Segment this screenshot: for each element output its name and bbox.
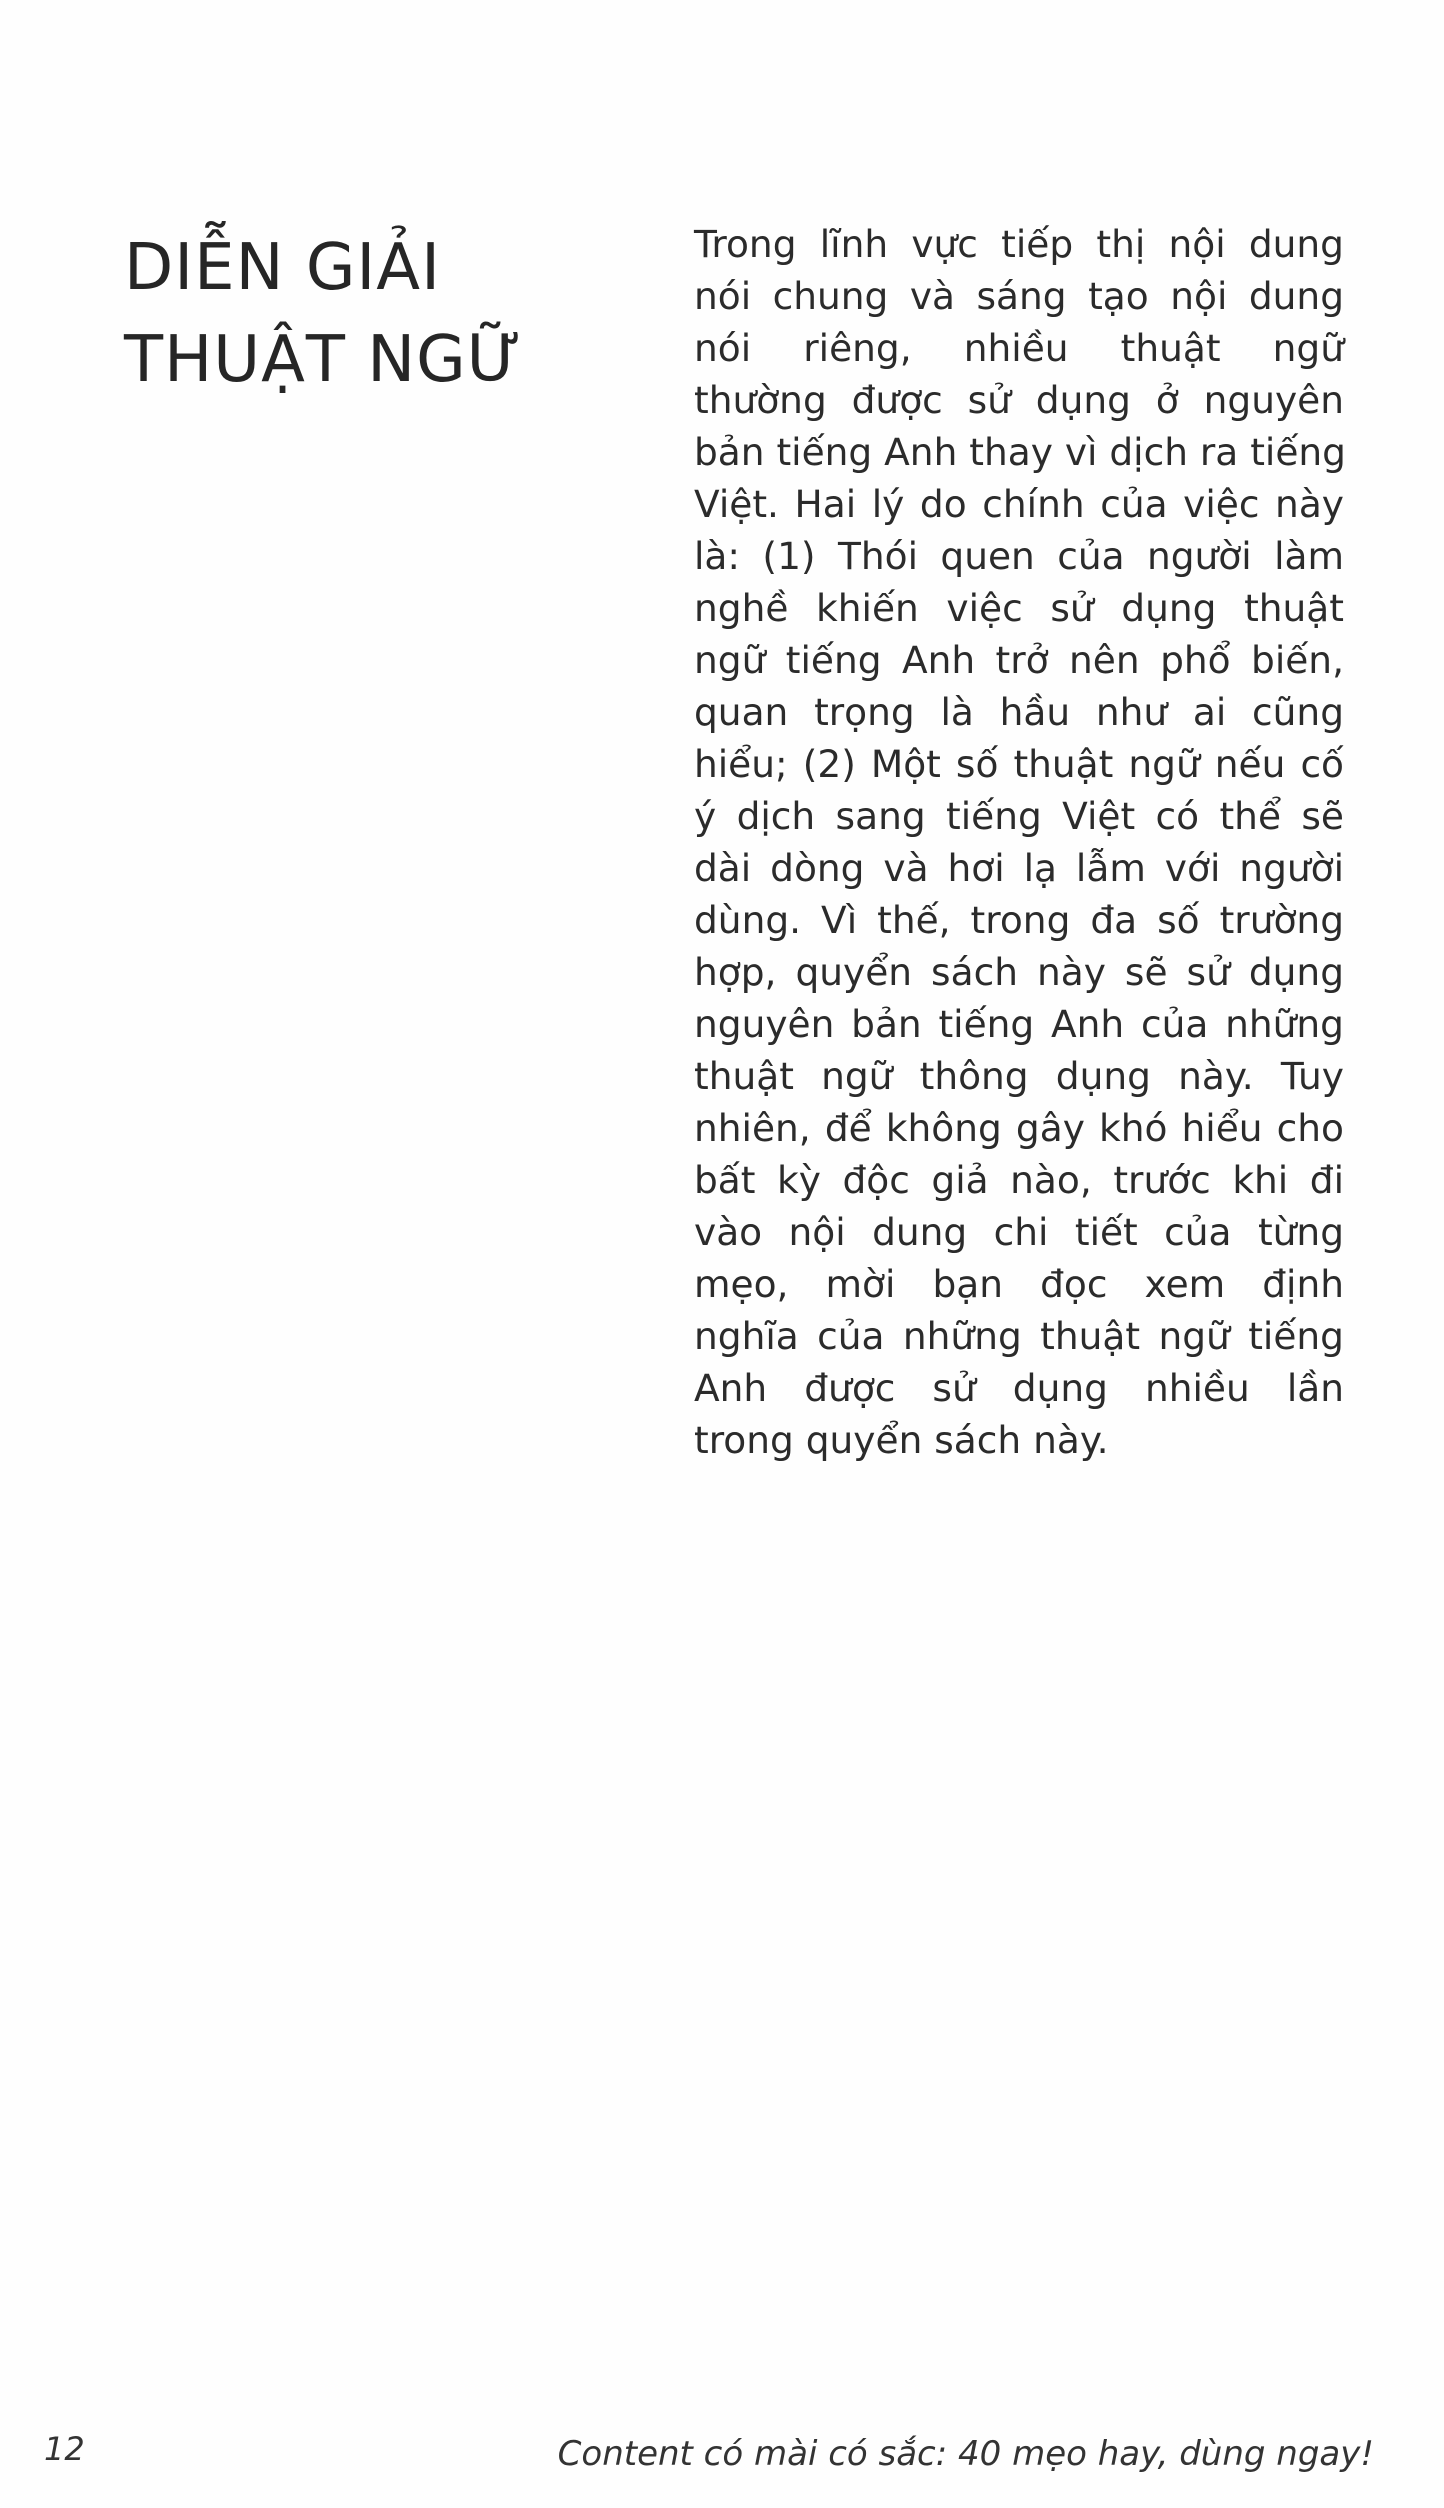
body-line: Anh được sử dụng nhiều lần bbox=[694, 1366, 1344, 1410]
body-line: ý dịch sang tiếng Việt có thể sẽ bbox=[694, 794, 1344, 838]
body-paragraph bbox=[694, 218, 1344, 1466]
body-line: là: (1) Thói quen của người làm bbox=[694, 534, 1344, 578]
body-line: hiểu; (2) Một số thuật ngữ nếu cố bbox=[694, 742, 1344, 786]
body-line: trong quyển sách này. bbox=[694, 1418, 1109, 1462]
body-line: nói riêng, nhiều thuật ngữ bbox=[694, 326, 1344, 370]
body-line: mẹo, mời bạn đọc xem định bbox=[694, 1262, 1344, 1306]
body-line: nhiên, để không gây khó hiểu cho bbox=[694, 1106, 1344, 1150]
section-heading-line-2: THUẬT NGỮ bbox=[124, 323, 523, 397]
body-line: bản tiếng Anh thay vì dịch ra tiếng bbox=[694, 430, 1346, 474]
body-line: nói chung và sáng tạo nội dung bbox=[694, 274, 1344, 318]
page-number: 12 bbox=[44, 2430, 85, 2468]
body-line: ngữ tiếng Anh trở nên phổ biến, bbox=[694, 638, 1344, 682]
body-line: nghĩa của những thuật ngữ tiếng bbox=[694, 1314, 1344, 1358]
body-line: dài dòng và hơi lạ lẫm với người bbox=[694, 846, 1344, 890]
section-heading bbox=[124, 222, 523, 406]
running-footer-book-title: Content có mài có sắc: 40 mẹo hay, dùng ngay! bbox=[557, 2434, 1374, 2474]
body-line: thường được sử dụng ở nguyên bbox=[694, 378, 1344, 422]
body-line: nguyên bản tiếng Anh của những bbox=[694, 1002, 1344, 1046]
body-line: vào nội dung chi tiết của từng bbox=[694, 1210, 1344, 1254]
section-heading-line-1: DIỄN GIẢI bbox=[124, 231, 441, 305]
body-line: bất kỳ độc giả nào, trước khi đi bbox=[694, 1158, 1344, 1202]
body-line: Trong lĩnh vực tiếp thị nội dung bbox=[694, 222, 1344, 266]
body-line: dùng. Vì thế, trong đa số trường bbox=[694, 898, 1344, 942]
body-line: Việt. Hai lý do chính của việc này bbox=[694, 482, 1344, 526]
body-line: thuật ngữ thông dụng này. Tuy bbox=[694, 1054, 1344, 1098]
body-line: nghề khiến việc sử dụng thuật bbox=[694, 586, 1344, 630]
body-line: hợp, quyển sách này sẽ sử dụng bbox=[694, 950, 1344, 994]
body-line: quan trọng là hầu như ai cũng bbox=[694, 690, 1344, 734]
